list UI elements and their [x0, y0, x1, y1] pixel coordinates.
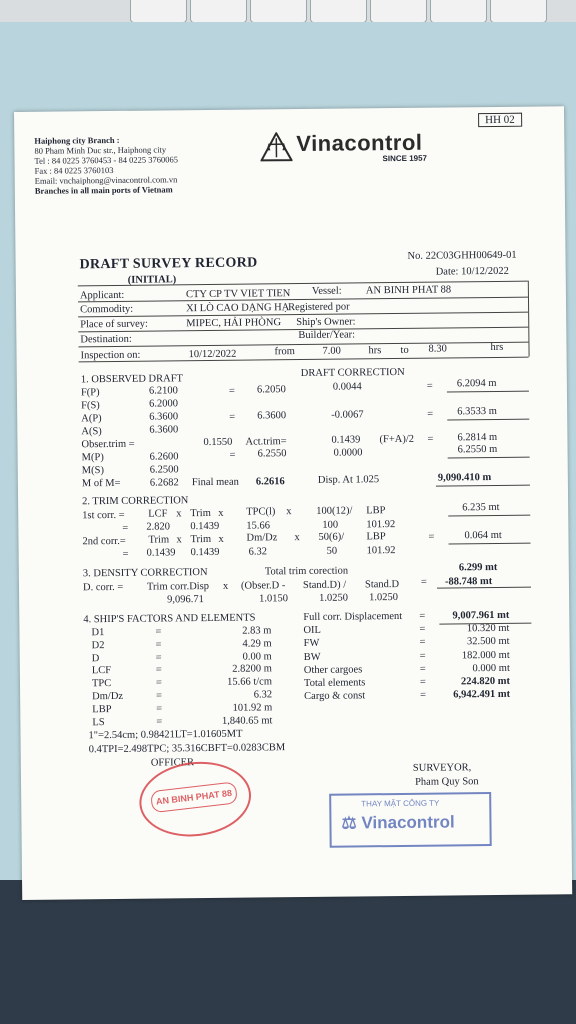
- equals-sign: =: [122, 548, 129, 560]
- equals-sign: =: [419, 610, 426, 622]
- f-mean: 6.2050: [256, 384, 286, 396]
- equals-sign: =: [419, 650, 426, 662]
- factor-label: LBP: [92, 703, 112, 716]
- trim-num: 15.66: [246, 520, 271, 532]
- density-heading: 3. DENSITY CORRECTION: [82, 566, 208, 580]
- trim-term: LBP: [366, 531, 386, 543]
- m-correction: 0.0000: [333, 447, 363, 459]
- equals-sign: =: [229, 411, 236, 423]
- m-mean: 6.2550: [257, 448, 287, 460]
- record-number: No. 22C03GHH00649-01: [407, 249, 517, 262]
- element-label: BW: [303, 651, 321, 663]
- trim-op: x: [176, 534, 182, 546]
- factor-label: Dm/Dz: [92, 690, 124, 703]
- branch-tel: Tel : 84 0225 3760453 - 84 0225 3760065: [34, 154, 178, 166]
- element-label: Full corr. Displacement: [303, 610, 403, 623]
- trim-num: 2.820: [146, 521, 171, 533]
- trim-term: Trim: [148, 534, 170, 546]
- equals-sign: =: [156, 703, 163, 715]
- trim-op: x: [294, 532, 300, 544]
- trim-num: 100: [322, 519, 339, 531]
- factor-label: LCF: [91, 665, 112, 677]
- mofm-label: M of M=: [81, 477, 121, 490]
- disp-label: Disp. At 1.025: [317, 474, 380, 486]
- a-correction: -0.0067: [331, 409, 364, 421]
- trim-term: 100(12)/: [316, 505, 353, 517]
- m-result: 6.2550 m: [457, 443, 498, 456]
- surveyor-name: Pham Quy Son: [414, 776, 479, 788]
- branch-fax: Fax : 84 0225 3760103: [34, 164, 114, 176]
- density-stand-d: 1.0250: [319, 592, 349, 604]
- element-value: 10.320 mt: [466, 623, 510, 635]
- seal-logo-name: Vinacontrol: [361, 812, 455, 833]
- factor-value: 0.00 m: [242, 650, 272, 663]
- inspection-label: Inspection on:: [80, 349, 141, 362]
- total-trim-label: Total trim corection: [264, 565, 349, 578]
- factor-value: 15.66 t/cm: [227, 676, 273, 688]
- mp-value: 6.2600: [149, 451, 179, 463]
- trim-term: 50(6)/: [318, 531, 345, 543]
- density-formula: Stand.D: [364, 578, 400, 591]
- trim-op: x: [218, 507, 224, 519]
- factor-label: D2: [91, 639, 105, 652]
- keyboard-key: [250, 0, 307, 23]
- fp-label: F(P): [80, 387, 100, 399]
- trim-op: x: [176, 508, 182, 520]
- obser-trim-label: Obser.trim =: [81, 438, 135, 451]
- act-trim-value: 0.1439: [331, 434, 361, 446]
- density-formula: (Obser.D -: [240, 580, 286, 592]
- element-label: FW: [303, 638, 320, 650]
- fa2-label: (F+A)/2: [379, 433, 415, 446]
- trim-num: 50: [326, 545, 338, 557]
- final-mean-value: 6.2616: [255, 476, 285, 488]
- trim-heading: 2. TRIM CORRECTION: [82, 495, 189, 508]
- trim-term: Dm/Dz: [246, 532, 278, 544]
- vessel-value: AN BINH PHAT 88: [365, 284, 452, 297]
- to-value: 8.30: [428, 343, 447, 355]
- fs-value: 6.2000: [149, 398, 178, 410]
- trim-op: x: [218, 533, 224, 545]
- record-subtitle: (INITIAL): [127, 274, 177, 286]
- equals-sign: =: [420, 689, 427, 701]
- density-result: -88.748 mt: [444, 576, 493, 588]
- draft-survey-document: [14, 106, 572, 900]
- divider: [447, 419, 529, 421]
- trim-term: TPC(l): [246, 506, 276, 518]
- trim-num: 0.1439: [190, 546, 220, 559]
- first-corr-result: 6.235 mt: [462, 501, 500, 514]
- correction-heading: DRAFT CORRECTION: [300, 366, 405, 380]
- equals-sign: =: [155, 652, 162, 664]
- a-mean: 6.3600: [257, 410, 287, 422]
- trim-num: 101.92: [366, 519, 396, 531]
- equals-sign: =: [428, 531, 435, 543]
- f-correction: 0.0044: [332, 381, 362, 393]
- element-label: Cargo & const: [304, 690, 366, 703]
- factor-label: D: [91, 652, 100, 664]
- element-value: 9,007.961 mt: [452, 609, 510, 622]
- ap-label: A(P): [81, 413, 102, 425]
- place-label: Place of survey:: [80, 318, 148, 331]
- seal-logo: [341, 812, 454, 833]
- fa2-result: 6.2814 m: [457, 431, 498, 444]
- trim-num: 6.32: [248, 546, 268, 558]
- density-formula: Trim corr.Disp: [146, 580, 210, 593]
- trim-op: x: [286, 506, 292, 518]
- divider: [79, 357, 529, 363]
- element-value: 224.820 mt: [460, 675, 511, 688]
- factor-label: TPC: [91, 678, 112, 690]
- record-date: Date: 10/12/2022: [435, 265, 509, 278]
- equals-sign: =: [122, 522, 129, 534]
- act-trim-label: Act.trim=: [245, 436, 287, 448]
- keyboard-key: [310, 0, 367, 23]
- total-trim-value: 6.299 mt: [458, 561, 498, 574]
- final-mean-label: Final mean: [191, 476, 239, 489]
- factor-value: 2.83 m: [242, 625, 272, 637]
- divider: [528, 281, 530, 357]
- element-value: 6,942.491 mt: [453, 689, 511, 701]
- keyboard-key: [370, 0, 427, 23]
- officer-label: OFFICER: [150, 757, 195, 769]
- ms-value: 6.2500: [149, 464, 179, 476]
- factor-label: LS: [92, 716, 105, 728]
- element-label: Other cargoes: [303, 664, 363, 676]
- equals-sign: =: [427, 408, 434, 420]
- equals-sign: =: [419, 623, 426, 635]
- factor-value: 4.29 m: [242, 638, 272, 650]
- equals-sign: =: [155, 664, 162, 676]
- density-disp: 9,096.71: [167, 594, 204, 606]
- keyboard-key: [190, 0, 247, 23]
- vinacontrol-seal: [329, 792, 492, 848]
- keyboard-key: [130, 0, 187, 23]
- scale-logo-icon: [260, 132, 292, 162]
- builder-label: Builder/Year:: [298, 329, 356, 342]
- factor-label: D1: [91, 627, 105, 639]
- ap-value: 6.3600: [149, 411, 179, 423]
- equals-sign: =: [419, 637, 426, 649]
- branch-title: Haiphong city Branch :: [34, 134, 120, 146]
- keyboard-key: [430, 0, 487, 23]
- vessel-label: Vessel:: [311, 285, 342, 297]
- branch-block: [34, 134, 178, 195]
- hrs-label: hrs: [490, 341, 504, 354]
- equals-sign: =: [155, 677, 162, 689]
- equals-sign: =: [229, 449, 236, 461]
- element-label: OIL: [303, 625, 322, 637]
- divider: [448, 457, 530, 459]
- equals-sign: =: [155, 626, 162, 638]
- divider: [436, 485, 530, 487]
- applicant-label: Applicant:: [79, 289, 125, 302]
- branch-address: 80 Pham Minh Duc str., Haiphong city: [34, 144, 167, 156]
- to-label: to: [400, 344, 409, 356]
- dcorr-label: D. corr. =: [82, 581, 124, 594]
- element-label: Total elements: [303, 677, 366, 689]
- trim-num: 0.1439: [146, 547, 176, 559]
- second-corr-result: 0.064 mt: [464, 529, 502, 542]
- from-value: 7.00: [322, 345, 341, 357]
- trim-term: Trim: [190, 533, 212, 546]
- equals-sign: =: [419, 676, 426, 688]
- conversion-note: 0.4TPI=2.498TPC; 35.316CBFT=0.0283CBM: [88, 742, 286, 756]
- floor-shadow: [0, 880, 576, 1024]
- factor-value: 101.92 m: [232, 702, 273, 714]
- trim-num: 0.1439: [190, 520, 220, 533]
- commodity-label: Commodity:: [80, 303, 134, 316]
- mp-label: M(P): [81, 452, 104, 464]
- commodity-value: XI LÒ CAO DẠNG HẠ: [186, 302, 290, 315]
- equals-sign: =: [155, 639, 162, 651]
- trim-term: LCF: [148, 508, 168, 520]
- element-value: 182.000 mt: [461, 649, 510, 661]
- element-value: 32.500 mt: [466, 636, 510, 648]
- equals-sign: =: [420, 576, 427, 588]
- element-value: 0.000 mt: [472, 662, 510, 675]
- factor-value: 6.32: [253, 689, 273, 701]
- owner-label: Ship's Owner:: [296, 316, 356, 329]
- observed-heading: 1. OBSERVED DRAFT: [80, 373, 184, 386]
- equals-sign: =: [156, 690, 163, 702]
- density-stand-d2: 1.0250: [369, 592, 399, 604]
- density-obser-d: 1.0150: [259, 593, 289, 605]
- density-formula: Stand.D) /: [302, 579, 347, 591]
- conversion-note: 1"=2.54cm; 0.98421LT=1.01605MT: [88, 728, 243, 742]
- equals-sign: =: [228, 385, 235, 397]
- surveyor-label: SURVEYOR,: [412, 762, 472, 774]
- first-corr-label: 1st corr. =: [82, 509, 125, 522]
- branches-note: Branches in all main ports of Vietnam: [34, 184, 173, 196]
- seal-caption: THAY MẶT CÔNG TY: [361, 798, 440, 809]
- mofm-value: 6.2682: [149, 477, 179, 489]
- record-title: DRAFT SURVEY RECORD: [79, 255, 258, 273]
- logo-name: Vinacontrol: [296, 129, 423, 157]
- place-value: MIPEC, HẢI PHÒNG: [186, 317, 282, 330]
- from-label: from: [274, 346, 296, 358]
- second-corr-label: 2nd corr.=: [82, 535, 126, 548]
- factor-value: 2.8200 m: [232, 663, 272, 676]
- doc-code: HH 02: [478, 113, 522, 127]
- equals-sign: =: [426, 380, 433, 392]
- as-value: 6.3600: [149, 424, 179, 436]
- ms-label: M(S): [81, 465, 104, 477]
- divider: [447, 391, 529, 393]
- destination-label: Destination:: [80, 333, 132, 346]
- a-result: 6.3533 m: [457, 405, 497, 418]
- divider: [448, 515, 530, 517]
- logo-since: SINCE 1957: [382, 153, 428, 164]
- inspection-date: 10/12/2022: [188, 348, 237, 361]
- obser-trim-value: 0.1550: [203, 436, 233, 449]
- multiply-sign: x: [222, 580, 229, 592]
- disp-value: 9,090.410 m: [437, 472, 492, 484]
- seal-name: AN BINH PHAT 88: [150, 781, 238, 813]
- divider: [437, 587, 531, 589]
- factor-value: 1,840.65 mt: [221, 714, 273, 727]
- applicant-value: CTY CP TV VIET TIEN: [185, 288, 291, 301]
- divider: [449, 543, 531, 545]
- factors-heading: 4. SHIP'S FACTORS AND ELEMENTS: [83, 612, 256, 626]
- fp-value: 6.2100: [148, 385, 178, 397]
- trim-term: Trim: [190, 507, 211, 520]
- fs-label: F(S): [81, 400, 100, 412]
- equals-sign: =: [427, 433, 434, 445]
- trim-term: LBP: [366, 505, 386, 517]
- divider: [78, 342, 528, 348]
- hrs-label: hrs: [368, 345, 382, 357]
- registered-label: Registered por: [288, 301, 350, 314]
- branch-email: Email: vnchaiphong@vinacontrol.com.vn: [34, 174, 178, 186]
- trim-num: 101.92: [366, 545, 396, 557]
- keyboard-key: [490, 0, 547, 23]
- as-label: A(S): [81, 426, 102, 438]
- f-result: 6.2094 m: [456, 377, 497, 390]
- scale-logo-icon: ⚖: [341, 813, 357, 833]
- equals-sign: =: [419, 663, 426, 675]
- equals-sign: =: [156, 716, 163, 728]
